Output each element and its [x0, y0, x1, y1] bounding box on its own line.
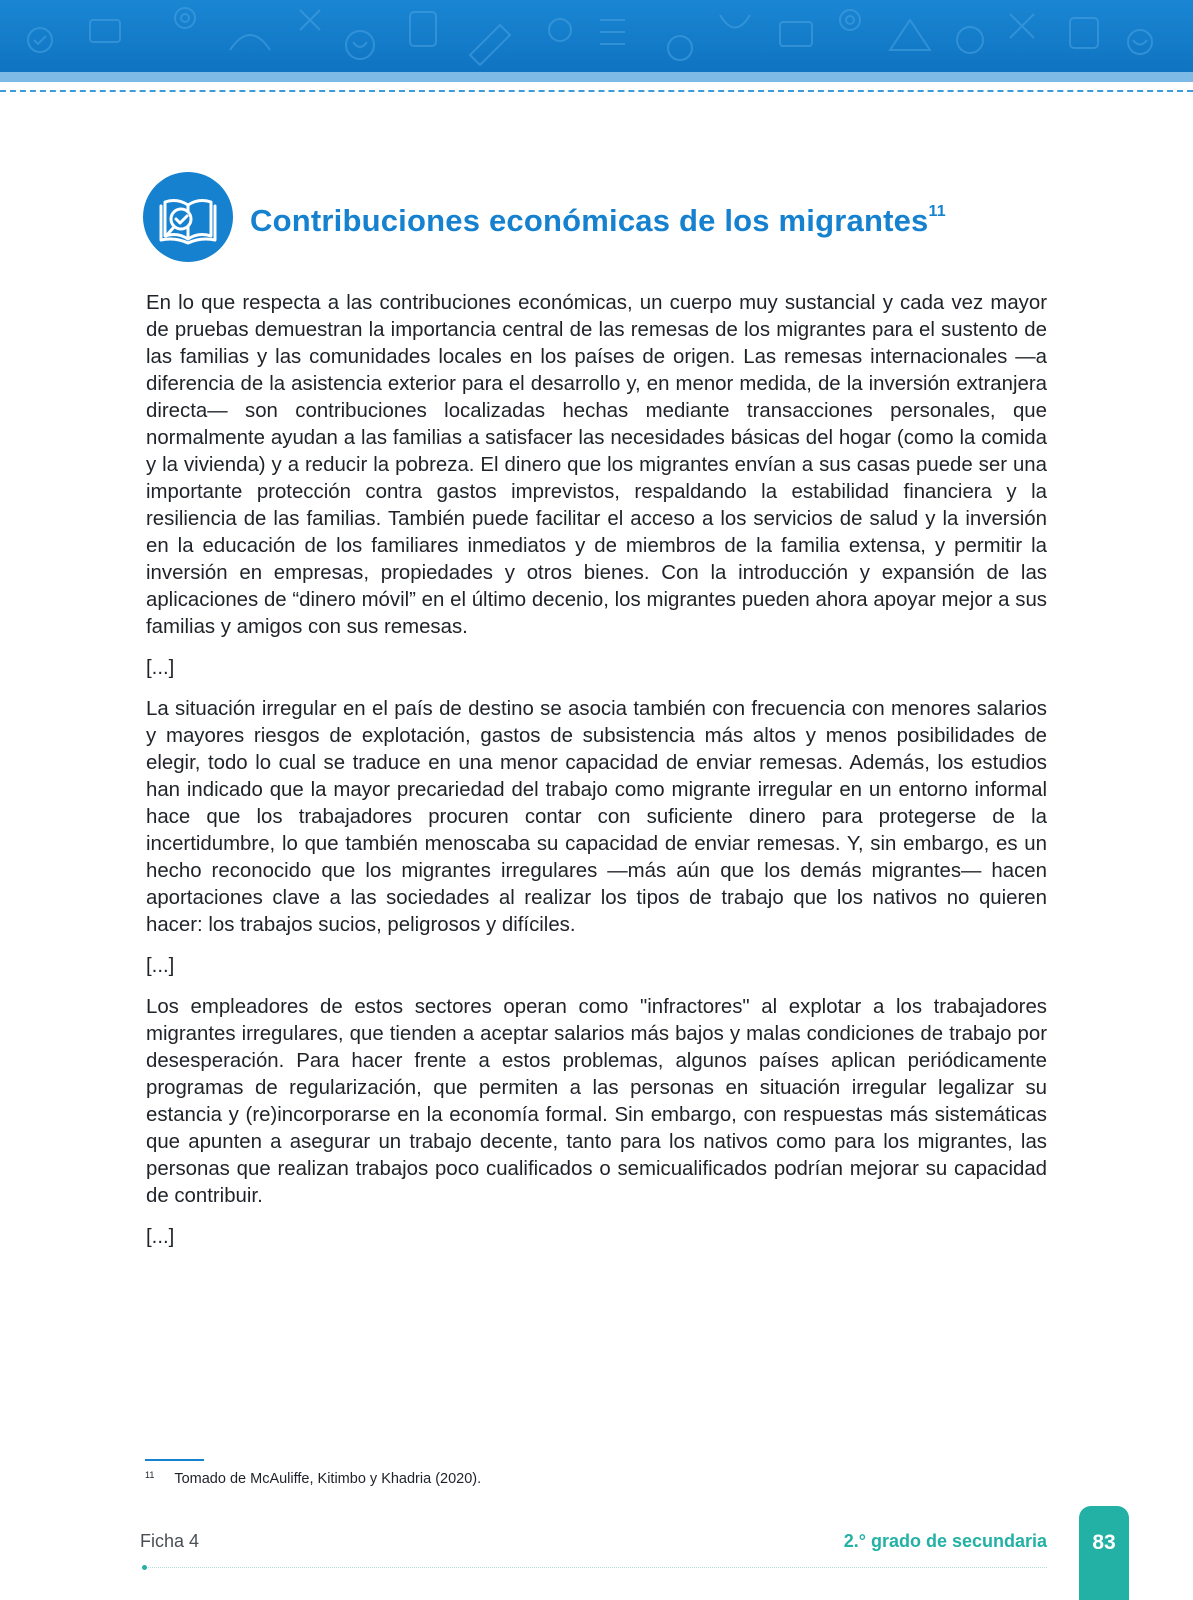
footer-dot	[142, 1565, 147, 1570]
paragraph: La situación irregular en el país de destino se asocia también con frecuencia con menores salarios y mayores riesgos de explotación, gastos de subsistencia más altos y menos posibilidades de elegir, todo lo cual se traduce en una menor capacidad de enviar remesas. Además, los estudios han indicado que la mayor precariedad del trabajo como migrante irregular en un entorno informal hace que los trabajadores procuren contar con suficiente dinero para protegerse de la incertidumbre, lo que también menoscaba su capacidad de enviar remesas. Y, sin embargo, es un hecho reconocido que los migrantes irregulares —más aún que los demás migrantes— hacen aportaciones clave a las sociedades al realizar los tipos de trabajo que los nativos no quieren hacer: los trabajos sucios, peligrosos y difíciles.	[146, 698, 1047, 936]
footer-sheet-label: Ficha 4	[140, 1531, 200, 1551]
section-header	[143, 172, 1043, 264]
doodle-pattern-icon	[0, 0, 1193, 72]
title-footnote-ref: 11	[928, 202, 946, 220]
footnote-mark: 11	[145, 1470, 155, 1480]
omission-mark: [...]	[146, 657, 175, 679]
footnote-divider	[145, 1459, 204, 1461]
omission-mark: [...]	[146, 1226, 175, 1248]
title-text: Contribuciones económicas de los migrantes	[250, 203, 929, 238]
header-stripe	[0, 72, 1193, 82]
page-number-tab	[1079, 1506, 1129, 1600]
page-title	[250, 203, 946, 239]
header-banner	[0, 0, 1193, 72]
footer-dotted-line	[144, 1567, 1047, 1568]
footnote-text: Tomado de McAuliffe, Kitimbo y Khadria (2020).	[174, 1471, 482, 1487]
paragraph: Los empleadores de estos sectores operan como "infractores" al explotar a los trabajadores migrantes irregulares, que tienden a aceptar salarios más bajos y malas condiciones de trabajo por desesperación. Para hacer frente a estos problemas, algunos países aplican periódicamente programas de regularización, que permiten a las personas en situación irregular legalizar su estancia y (re)incorporarse en la economía formal. Sin embargo, con respuestas más sistemáticas que apunten a asegurar un trabajo decente, tanto para los nativos como para los migrantes, las personas que realizan trabajos poco cualificados o semicualificados podrían mejorar su capacidad de contribuir.	[146, 996, 1047, 1207]
footnote	[145, 1471, 481, 1487]
article-body	[146, 290, 1047, 1265]
omission-mark: [...]	[146, 955, 175, 977]
header-dashed-divider	[0, 90, 1193, 92]
page-number: 83	[1092, 1531, 1116, 1554]
open-book-magnifier-icon	[143, 172, 233, 262]
footer-grade-label: 2.° grado de secundaria	[843, 1531, 1047, 1551]
paragraph: En lo que respecta a las contribuciones económicas, un cuerpo muy sustancial y cada vez mayor de pruebas demuestran la importancia central de las remesas de los migrantes para el sustento de las familias y las comunidades locales en los países de origen. Las remesas internacionales —a diferencia de la asistencia exterior para el desarrollo y, en menor medida, de la inversión extranjera directa— son contribuciones localizadas hechas mediante transacciones personales, que normalmente ayudan a las familias a satisfacer las necesidades básicas del hogar (como la comida y la vivienda) y a reducir la pobreza. El dinero que los migrantes envían a sus casas puede ser una importante protección contra gastos imprevistos, respaldando la estabilidad financiera y la resiliencia de las familias. También puede facilitar el acceso a los servicios de salud y la inversión en la educación de los familiares inmediatos y de miembros de la familia extensa, y permitir la inversión en empresas, propiedades y otros bienes. Con la introducción y expansión de las aplicaciones de “dinero móvil” en el último decenio, los migrantes pueden ahora apoyar mejor a sus familias y amigos con sus remesas.	[146, 292, 1047, 638]
